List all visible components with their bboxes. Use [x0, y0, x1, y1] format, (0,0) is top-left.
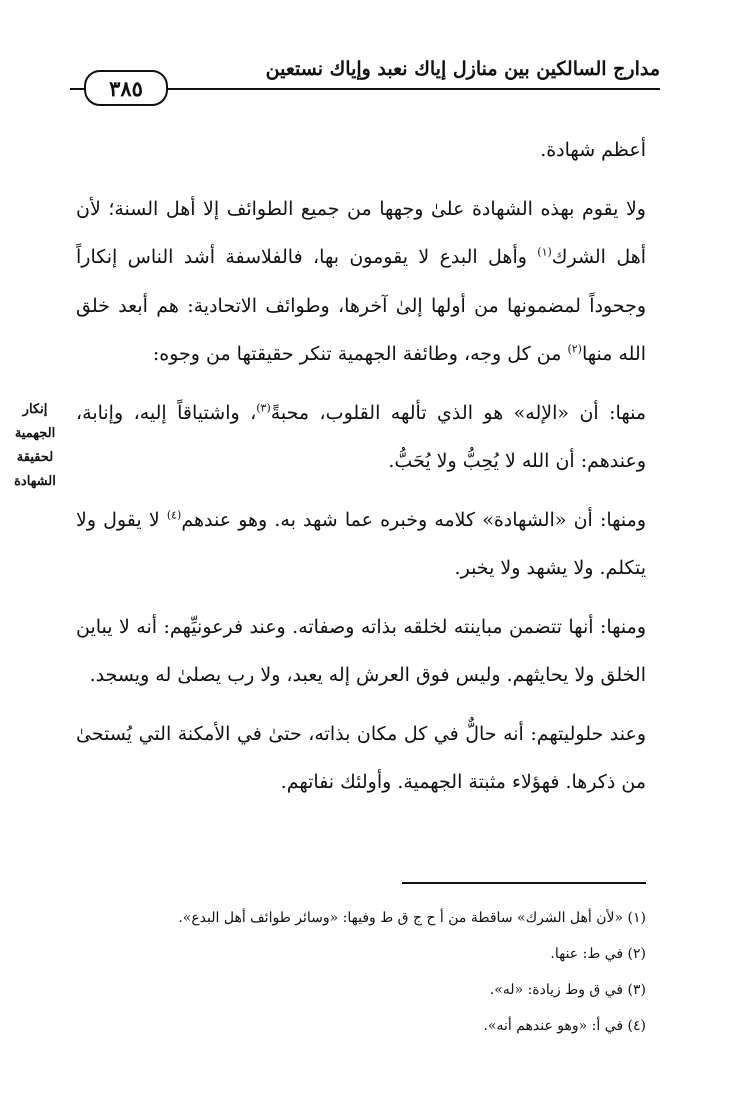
- paragraph: [76, 185, 646, 379]
- footnote-separator: [402, 882, 646, 884]
- paragraph: [76, 496, 646, 593]
- paragraph: [76, 710, 646, 807]
- header-title: مدارج السالكين بين منازل إياك نعبد وإياك نستعين: [265, 58, 660, 80]
- paragraph-text: ولا يقوم بهذه الشهادة علىٰ وجهها من جميع الطوائف إلا أهل السنة؛ لأن أهل الشرك: [76, 197, 647, 268]
- margin-note: [6, 398, 64, 494]
- paragraph-text: ومنها: أن «الشهادة» كلامه وخبره عما شهد به. وهو عندهم: [181, 508, 646, 531]
- page-number: ٣٨٥: [109, 75, 143, 101]
- running-header: [70, 46, 660, 101]
- margin-note-line: الجهمية: [14, 426, 56, 441]
- paragraph: [76, 603, 646, 700]
- main-text: [76, 126, 646, 807]
- footnote-ref: (٤): [166, 508, 182, 522]
- footnote-ref: (٢): [567, 342, 582, 356]
- paragraph-text: ، واشتياقاً إليه، وإنابة، وعندهم: أن الله لا يُحِبُّ ولا يُحَبُّ.: [76, 401, 646, 472]
- margin-note-line: الشهادة: [14, 474, 56, 489]
- footnote-ref: (١): [537, 245, 552, 259]
- paragraph-text: منها: أن «الإله» هو الذي تألهه القلوب، محبةً: [270, 401, 647, 424]
- paragraph: [76, 389, 646, 486]
- footnotes: [150, 900, 646, 1044]
- paragraph: [76, 126, 646, 175]
- footnote: (٤) في أ: «وهو عندهم أنه».: [483, 1018, 646, 1034]
- paragraph-text: أعظم شهادة.: [540, 139, 646, 161]
- paragraph-text: وأهل البدع لا يقومون بها، فالفلاسفة أشد الناس إنكاراً وجحوداً لمضمونها من أولها إلىٰ آخرها، وطوائف الاتحادية: هم أبعد خلق الله منها: [76, 246, 646, 365]
- paragraph-text: وعند حلوليتهم: أنه حالٌّ في كل مكان بذاته، حتىٰ في الأمكنة التي يُستحىٰ من ذكرها. فهؤلاء مثبتة الجهمية. وأولئك نفاتهم.: [76, 722, 646, 793]
- footnote-ref: (٣): [256, 401, 271, 415]
- footnote: (٣) في ق وط زيادة: «له».: [489, 982, 646, 998]
- paragraph-text: لا يقول ولا يتكلم. ولا يشهد ولا يخبر.: [76, 508, 646, 579]
- footnote: (٢) في ط: عنها.: [550, 946, 646, 962]
- footnote: (١) «لأن أهل الشرك» ساقطة من أ ح ج ق ط وفيها: «وسائر طوائف أهل البدع».: [178, 910, 646, 926]
- paragraph-text: من كل وجه، وطائفة الجهمية تنكر حقيقتها من وجوه:: [152, 343, 562, 365]
- page-number-badge: [84, 70, 168, 106]
- paragraph-text: ومنها: أنها تتضمن مباينته لخلقه بذاته وصفاته. وعند فرعونيِّهم: أنه لا يباين الخلق ولا يحايثهم. وليس فوق العرش إله يعبد، ولا رب يصلىٰ له ويسجد.: [76, 615, 646, 686]
- margin-note-line: إنكار: [22, 402, 48, 417]
- margin-note-line: لحقيقة: [16, 450, 54, 465]
